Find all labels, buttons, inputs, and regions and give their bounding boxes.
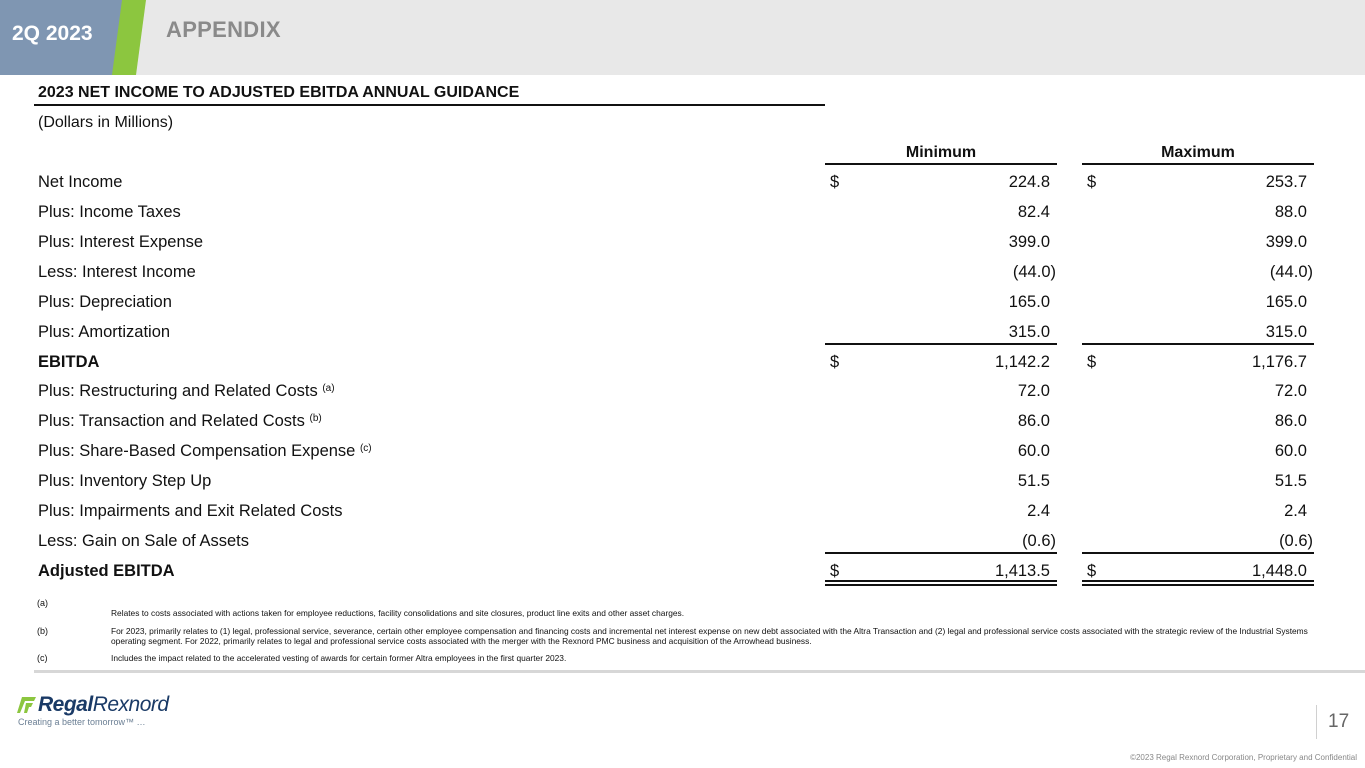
table-row <box>0 496 1365 526</box>
maximum-value: 2.4 <box>1284 502 1307 520</box>
row-label: Plus: Transaction and Related Costs $^{(b)}$ <box>38 412 322 430</box>
table-row <box>0 406 1365 436</box>
row-label: Plus: Depreciation <box>38 293 172 311</box>
maximum-value: (44.0) <box>1269 263 1313 281</box>
currency-symbol: $ <box>830 353 840 371</box>
section-title: APPENDIX <box>166 17 281 42</box>
footnote-ref: (b) <box>309 413 322 424</box>
maximum-value: 399.0 <box>1265 233 1307 251</box>
currency-symbol: $ <box>1087 173 1097 191</box>
row-label: Less: Interest Income <box>38 263 196 281</box>
page-number: 17 <box>1328 711 1350 732</box>
maximum-value: 165.0 <box>1265 293 1307 311</box>
maximum-value: 88.0 <box>1274 203 1307 221</box>
minimum-value: 399.0 <box>1008 233 1050 251</box>
company-logo: RegalRexnord <box>38 693 169 716</box>
row-label: Plus: Impairments and Exit Related Costs <box>38 502 343 520</box>
minimum-value: 72.0 <box>1017 382 1050 400</box>
column-header-rule <box>825 163 1057 165</box>
column-header-rule <box>1082 163 1314 165</box>
minimum-value: (44.0) <box>1012 263 1056 281</box>
minimum-value: 2.4 <box>1027 502 1050 520</box>
table-row <box>0 227 1365 257</box>
minimum-value: 1,413.5 <box>994 562 1050 580</box>
footnote-text: Includes the impact related to the accelerated vesting of awards for certain former Altra employees in the first quarter 2023. <box>111 653 567 663</box>
table-row <box>0 436 1365 466</box>
company-tagline: Creating a better tomorrow™ … <box>18 717 146 727</box>
maximum-value: 1,176.7 <box>1251 353 1307 371</box>
footnote-mark: (b) <box>37 626 48 636</box>
minimum-value: 315.0 <box>1008 323 1050 341</box>
row-label: Plus: Interest Expense <box>38 233 204 251</box>
footnote-ref: (a) <box>322 383 335 394</box>
column-header-maximum: Maximum <box>1161 144 1235 161</box>
minimum-value: 224.8 <box>1008 173 1050 191</box>
row-label: Plus: Amortization <box>38 323 171 341</box>
minimum-value: 82.4 <box>1017 203 1050 221</box>
table-row <box>0 466 1365 496</box>
maximum-value: (0.6) <box>1279 532 1313 550</box>
table-row-ebitda <box>0 347 1365 377</box>
table-row <box>0 167 1365 197</box>
currency-symbol: $ <box>1087 562 1097 580</box>
title-underline <box>34 104 825 106</box>
currency-symbol: $ <box>1087 353 1097 371</box>
minimum-value: 60.0 <box>1017 442 1050 460</box>
maximum-value: 315.0 <box>1265 323 1307 341</box>
table-row <box>0 197 1365 227</box>
footnote-text: For 2023, primarily relates to (1) legal, professional service, severance, certain other employee compensation and financing costs and incremental net interest expense on new debt associated with the Altra Transaction and (2) legal and professional service costs associated with the strategic review of the Industrial Systems operating segment. For 2022, primarily relates to legal and professional service costs associated with the merger with the Rexnord PMC business and acquisition of the Arrowhead business. <box>111 626 1308 646</box>
minimum-value: 86.0 <box>1017 412 1050 430</box>
subtotal-rule <box>1082 343 1314 345</box>
row-label: EBITDA <box>38 353 100 371</box>
copyright-notice: ©2023 Regal Rexnord Corporation, Proprietary and Confidential <box>1130 753 1357 762</box>
regal-rexnord-logo-icon <box>17 696 37 714</box>
footnote-mark: (a) <box>37 598 48 608</box>
page-number-divider <box>1316 705 1317 739</box>
currency-symbol: $ <box>830 173 840 191</box>
units-note: (Dollars in Millions) <box>38 114 174 131</box>
footnote-text: Relates to costs associated with actions taken for employee reductions, facility consolidations and site closures, product line exits and other asset charges. <box>111 608 685 618</box>
subtotal-rule <box>825 552 1057 554</box>
column-header-minimum: Minimum <box>905 144 977 161</box>
maximum-value: 72.0 <box>1274 382 1307 400</box>
table-row <box>0 257 1365 287</box>
maximum-value: 60.0 <box>1274 442 1307 460</box>
row-label: Adjusted EBITDA <box>38 562 175 580</box>
maximum-value: 51.5 <box>1274 472 1307 490</box>
period-label: 2Q 2023 <box>12 22 93 45</box>
table-title: 2023 NET INCOME TO ADJUSTED EBITDA ANNUAL GUIDANCE <box>38 84 520 101</box>
footnote-ref: (c) <box>359 443 372 454</box>
minimum-value: (0.6) <box>1022 532 1056 550</box>
total-double-rule <box>1082 580 1314 586</box>
table-row <box>0 376 1365 406</box>
table-row <box>0 287 1365 317</box>
footnote-mark: (c) <box>37 653 48 663</box>
row-label: Less: Gain on Sale of Assets <box>38 532 249 550</box>
maximum-value: 1,448.0 <box>1251 562 1307 580</box>
maximum-value: 253.7 <box>1265 173 1307 191</box>
subtotal-rule <box>825 343 1057 345</box>
minimum-value: 51.5 <box>1017 472 1050 490</box>
row-label: Plus: Income Taxes <box>38 203 181 221</box>
row-label: Plus: Inventory Step Up <box>38 472 212 490</box>
minimum-value: 1,142.2 <box>994 353 1050 371</box>
currency-symbol: $ <box>830 562 840 580</box>
footnote-divider <box>34 670 1365 673</box>
row-label: Net Income <box>38 173 123 191</box>
maximum-value: 86.0 <box>1274 412 1307 430</box>
row-label: Plus: Share-Based Compensation Expense $^{(c)}$ <box>38 442 372 460</box>
minimum-value: 165.0 <box>1008 293 1050 311</box>
total-double-rule <box>825 580 1057 586</box>
subtotal-rule <box>1082 552 1314 554</box>
row-label: Plus: Restructuring and Related Costs $^{(a)}$ <box>38 382 335 400</box>
